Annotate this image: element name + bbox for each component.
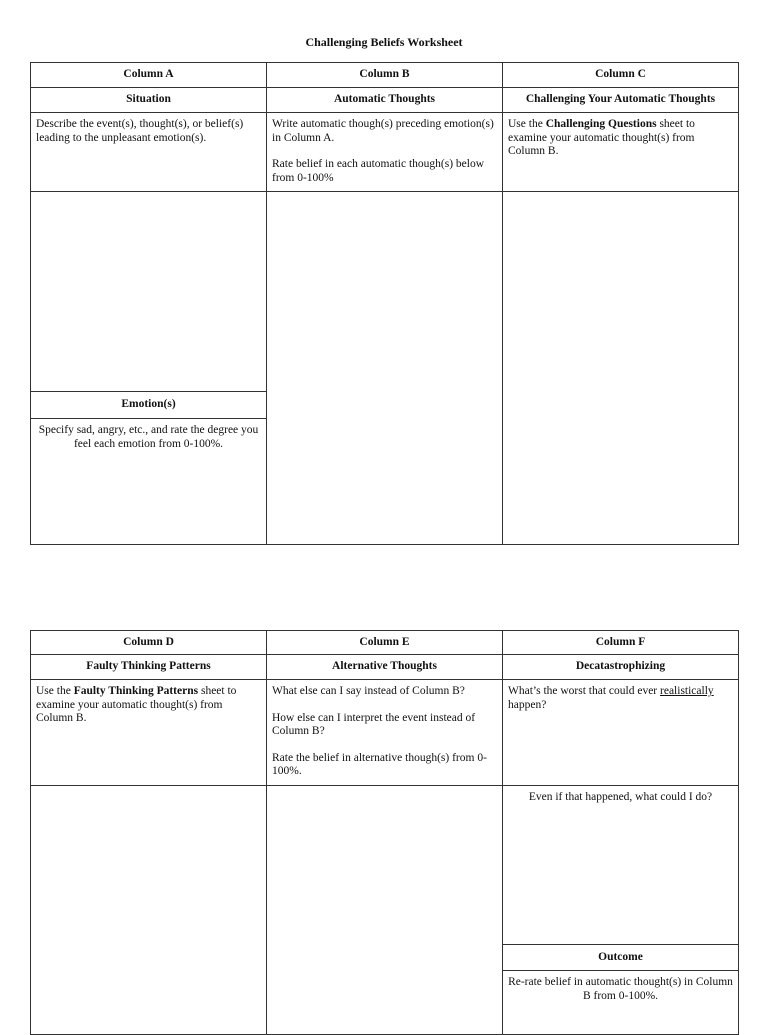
faulty-thinking-instruction: [30, 679, 267, 786]
situation-heading: Situation: [30, 87, 267, 113]
column-c-label: Column C: [502, 62, 739, 88]
alternative-instruction-3: Rate the belief in alternative though(s) from 0-100%.: [272, 751, 487, 777]
faulty-instruction-post: sheet to examine your automatic thought(s) from Column B.: [36, 685, 237, 724]
decatastrophizing-heading: Decatastrophizing: [502, 654, 739, 680]
situation-instruction-text: Describe the event(s), thought(s), or belief(s) leading to the unpleasant emotion(s).: [36, 118, 244, 144]
coping-writing-area[interactable]: [502, 785, 739, 945]
challenging-thoughts-writing-area[interactable]: [502, 191, 739, 545]
column-e-label: Column E: [266, 630, 503, 655]
automatic-thoughts-instruction-1: Write automatic though(s) preceding emotion(s) in Column A.: [272, 118, 494, 144]
situation-instruction: [30, 112, 267, 192]
coping-prompt: Even if that happened, what could I do?: [528, 791, 713, 803]
challenging-instruction-pre: Use the: [508, 118, 546, 130]
faulty-thinking-writing-area[interactable]: [30, 785, 267, 1035]
alternative-instruction-2: How else can I interpret the event instead of Column B?: [272, 711, 476, 737]
column-b-label: Column B: [266, 62, 503, 88]
outcome-writing-area[interactable]: [502, 970, 739, 1035]
automatic-thoughts-instruction-2: Rate belief in each automatic though(s) below from 0-100%: [272, 158, 485, 184]
challenging-instruction-post: sheet to examine your automatic thought(s) from Column B.: [508, 118, 695, 157]
automatic-thoughts-instruction: [266, 112, 503, 192]
challenging-thoughts-instruction: [502, 112, 739, 192]
emotions-instruction: Specify sad, angry, etc., and rate the degree you feel each emotion from 0-100%.: [38, 424, 259, 450]
automatic-thoughts-heading: Automatic Thoughts: [266, 87, 503, 113]
emotions-heading: Emotion(s): [30, 391, 267, 419]
alternative-thoughts-instruction: [266, 679, 503, 786]
decatastrophizing-instruction: [502, 679, 739, 786]
column-f-label: Column F: [502, 630, 739, 655]
situation-writing-area[interactable]: [30, 191, 267, 392]
alternative-thoughts-writing-area[interactable]: [266, 785, 503, 1035]
challenging-questions-ref: Challenging Questions: [545, 118, 657, 130]
outcome-instruction: Re-rate belief in automatic thought(s) in Column B from 0-100%.: [508, 976, 733, 1002]
column-a-label: Column A: [30, 62, 267, 88]
column-d-label: Column D: [30, 630, 267, 655]
faulty-thinking-ref: Faulty Thinking Patterns: [73, 685, 199, 697]
realistically-underlined: realistically: [660, 685, 714, 697]
alternative-instruction-1: What else can I say instead of Column B?: [272, 685, 465, 697]
faulty-instruction-pre: Use the: [36, 685, 74, 697]
worst-case-pre: What’s the worst that could ever: [508, 685, 661, 697]
worst-case-post: happen?: [508, 698, 547, 711]
page-title: Challenging Beliefs Worksheet: [305, 35, 463, 49]
automatic-thoughts-writing-area[interactable]: [266, 191, 503, 545]
challenging-thoughts-heading: Challenging Your Automatic Thoughts: [502, 87, 739, 113]
faulty-thinking-heading: Faulty Thinking Patterns: [30, 654, 267, 680]
alternative-thoughts-heading: Alternative Thoughts: [266, 654, 503, 680]
emotions-writing-area[interactable]: [30, 418, 267, 545]
outcome-heading: Outcome: [502, 944, 739, 971]
